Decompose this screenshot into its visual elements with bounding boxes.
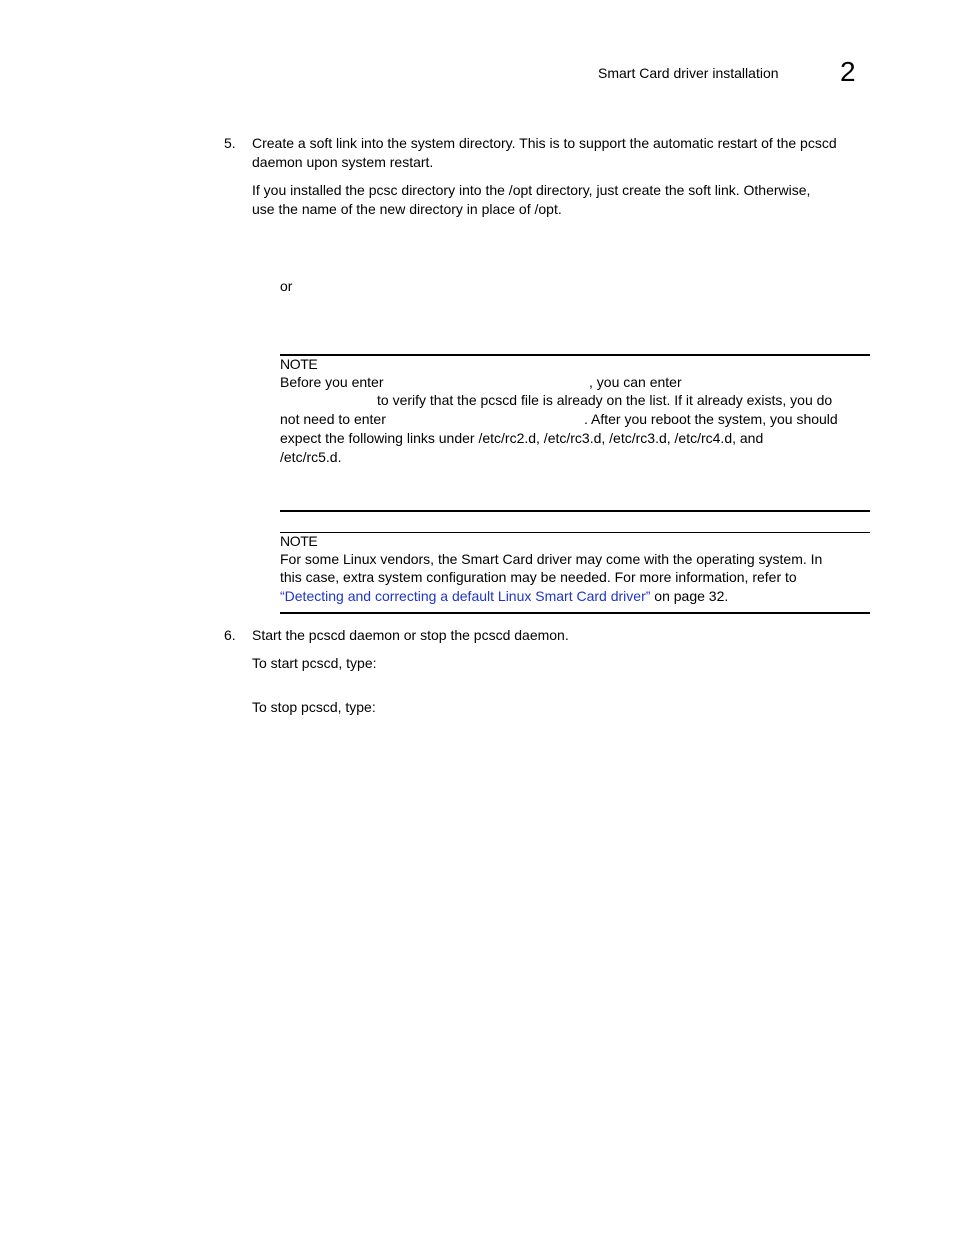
stop-pcscd-text: To stop pcscd, type: <box>252 699 376 715</box>
running-header-title: Smart Card driver installation <box>598 65 779 81</box>
step-6-text: Start the pcscd daemon or stop the pcscd daemon. <box>252 627 569 643</box>
note-1-line-1b: , you can enter <box>589 374 682 390</box>
start-pcscd-text: To start pcscd, type: <box>252 655 377 671</box>
step-5-para-line-1: If you installed the pcsc directory into the /opt directory, just create the soft link. Otherwise, <box>252 182 811 198</box>
step-5-number: 5. <box>224 135 236 151</box>
note-1-bottom-rule <box>280 510 870 512</box>
page-reference: on page 32. <box>650 588 729 604</box>
note-2-top-rule <box>280 532 870 533</box>
chapter-number: 2 <box>840 56 856 87</box>
note-2-line-3 <box>280 587 728 606</box>
note-1-line-5: /etc/rc5.d. <box>280 449 342 465</box>
note-1-label: NOTE <box>280 356 318 372</box>
or-text: or <box>280 278 293 294</box>
note-1-line-4: expect the following links under /etc/rc2.d, /etc/rc3.d, /etc/rc3.d, /etc/rc4.d, and <box>280 430 764 446</box>
step-5-line-2: daemon upon system restart. <box>252 154 434 170</box>
note-1-line-1a: Before you enter <box>280 374 384 390</box>
note-1-line-2: to verify that the pcscd file is already on the list. If it already exists, you do <box>377 392 833 408</box>
cross-reference-link[interactable]: “Detecting and correcting a default Linux Smart Card driver” <box>280 588 651 604</box>
note-1-top-rule <box>280 354 870 356</box>
note-1-line-3b: . After you reboot the system, you should <box>584 411 838 427</box>
step-6-number: 6. <box>224 627 236 643</box>
step-5-line-1: Create a soft link into the system directory. This is to support the automatic restart of the pcscd <box>252 135 837 151</box>
step-5-para-line-2: use the name of the new directory in place of /opt. <box>252 201 562 217</box>
note-2-line-2: this case, extra system configuration may be needed. For more information, refer to <box>280 569 797 585</box>
note-2-line-1: For some Linux vendors, the Smart Card driver may come with the operating system. In <box>280 551 823 567</box>
note-1-line-3a: not need to enter <box>280 411 386 427</box>
note-2-bottom-rule <box>280 612 870 614</box>
note-2-label: NOTE <box>280 533 318 549</box>
